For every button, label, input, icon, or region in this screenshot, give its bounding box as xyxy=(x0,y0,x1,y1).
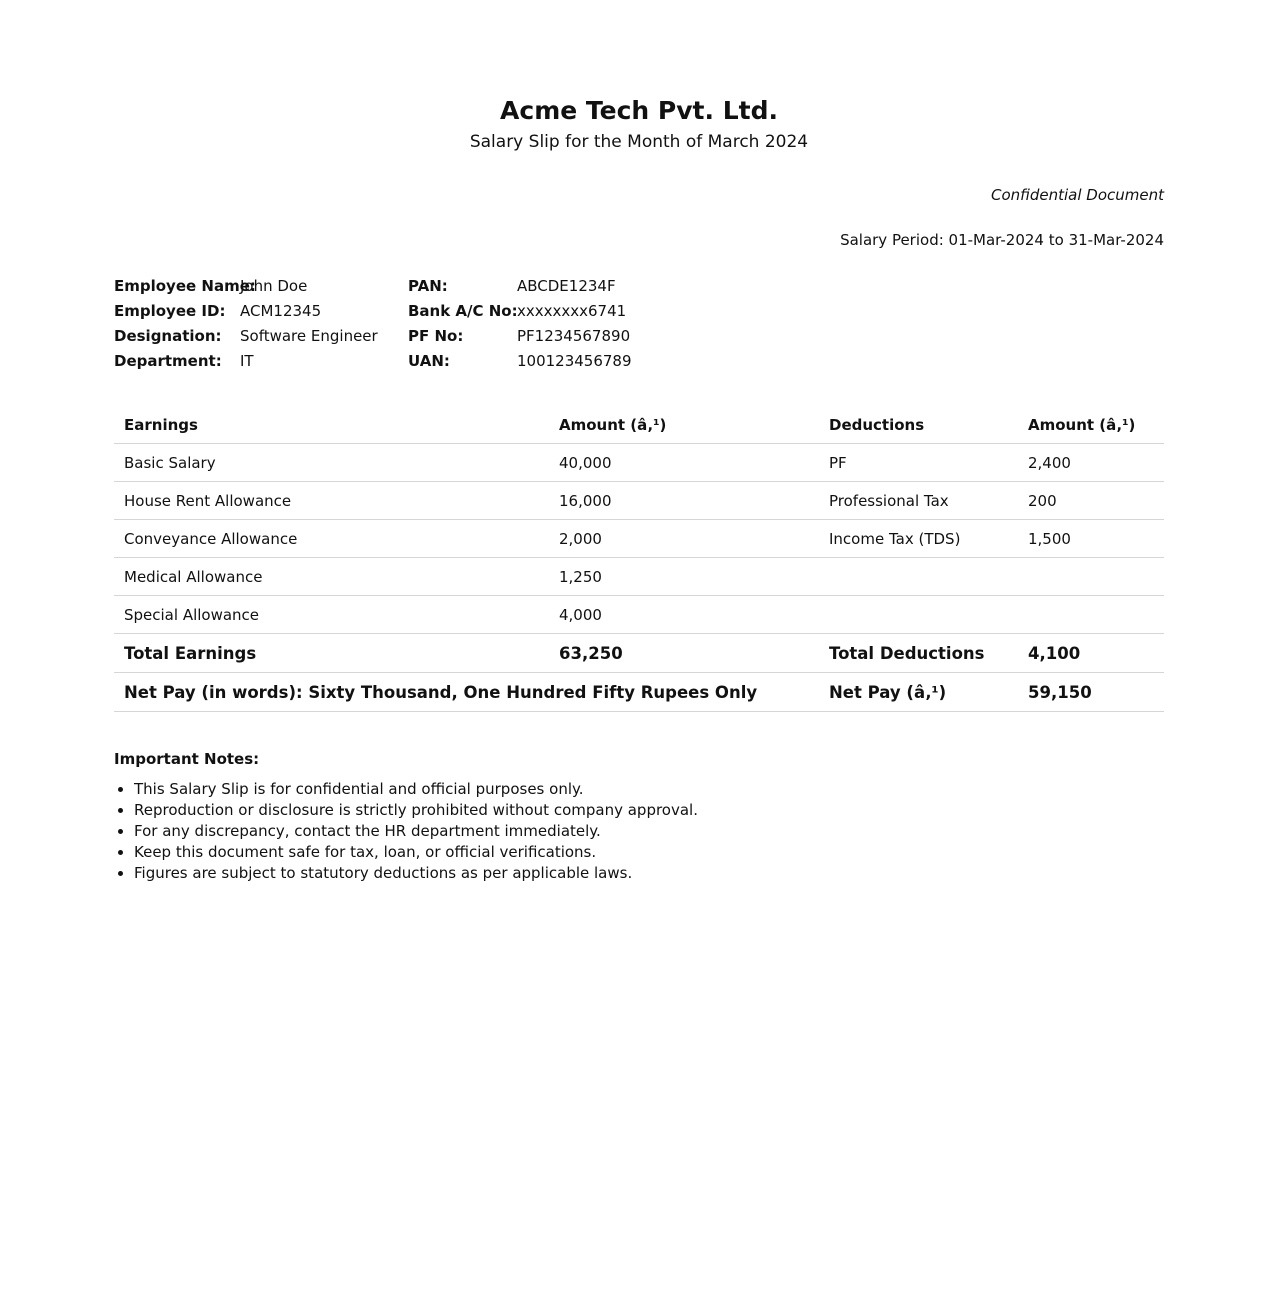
salary-period: Salary Period: 01-Mar-2024 to 31-Mar-2024 xyxy=(840,231,1164,249)
earning-name: House Rent Allowance xyxy=(114,482,549,520)
total-earnings-value: 63,250 xyxy=(549,634,819,673)
earning-amount: 16,000 xyxy=(549,482,819,520)
employee-info xyxy=(114,275,1164,372)
earning-amount: 2,000 xyxy=(549,520,819,558)
table-row xyxy=(114,520,1164,558)
salary-slip xyxy=(114,0,1164,884)
earnings-header: Earnings xyxy=(114,406,549,444)
list-item: • Keep this document safe for tax, loan, or official verifications. xyxy=(134,842,1164,863)
employee-info-left xyxy=(114,275,408,372)
department: IT xyxy=(240,352,254,370)
list-item: • This Salary Slip is for confidential and official purposes only. xyxy=(134,779,1164,800)
confidential-label: Confidential Document xyxy=(991,186,1164,204)
notes-list xyxy=(114,779,1164,884)
designation-label: Designation: xyxy=(114,327,222,345)
bank-account: xxxxxxxx6741 xyxy=(517,302,627,320)
employee-name-label: Employee Name: xyxy=(114,277,256,295)
earning-name: Medical Allowance xyxy=(114,558,549,596)
total-earnings-label: Total Earnings xyxy=(114,634,549,673)
deductions-header: Deductions xyxy=(819,406,1018,444)
deduction-name xyxy=(819,596,1018,634)
deduction-amount: 200 xyxy=(1018,482,1164,520)
employee-id-label: Employee ID: xyxy=(114,302,226,320)
earning-name: Basic Salary xyxy=(114,444,549,482)
employee-info-right xyxy=(408,275,677,372)
deduction-amount xyxy=(1018,596,1164,634)
net-pay-row xyxy=(114,673,1164,712)
deduction-amount xyxy=(1018,558,1164,596)
total-deductions-label: Total Deductions xyxy=(819,634,1018,673)
table-row xyxy=(114,444,1164,482)
pf-number-label: PF No: xyxy=(408,327,464,345)
totals-row xyxy=(114,634,1164,673)
earnings-amount-header: Amount (â‚¹) xyxy=(549,406,819,444)
total-deductions-value: 4,100 xyxy=(1018,634,1164,673)
earning-name: Conveyance Allowance xyxy=(114,520,549,558)
table-header-row xyxy=(114,406,1164,444)
list-item: • Reproduction or disclosure is strictly prohibited without company approval. xyxy=(134,800,1164,821)
deduction-name: PF xyxy=(819,444,1018,482)
uan-label: UAN: xyxy=(408,352,450,370)
deduction-amount: 2,400 xyxy=(1018,444,1164,482)
pan-label: PAN: xyxy=(408,277,448,295)
slip-header xyxy=(114,0,1164,155)
deduction-name: Income Tax (TDS) xyxy=(819,520,1018,558)
list-item: • For any discrepancy, contact the HR department immediately. xyxy=(134,821,1164,842)
net-pay-value: 59,150 xyxy=(1018,673,1164,712)
employee-name: John Doe xyxy=(240,277,308,295)
deductions-amount-header: Amount (â‚¹) xyxy=(1018,406,1164,444)
slip-subtitle: Salary Slip for the Month of March 2024 xyxy=(469,132,809,152)
employee-id: ACM12345 xyxy=(240,302,322,320)
pf-number: PF1234567890 xyxy=(517,327,631,345)
table-row xyxy=(114,482,1164,520)
deduction-name: Professional Tax xyxy=(819,482,1018,520)
deduction-amount: 1,500 xyxy=(1018,520,1164,558)
designation: Software Engineer xyxy=(240,327,378,345)
pan: ABCDE1234F xyxy=(517,277,616,295)
bank-account-label: Bank A/C No: xyxy=(408,302,518,320)
earning-amount: 40,000 xyxy=(549,444,819,482)
list-item: • Figures are subject to statutory deductions as per applicable laws. xyxy=(134,863,1164,884)
uan: 100123456789 xyxy=(517,352,632,370)
net-pay-label: Net Pay (â‚¹) xyxy=(819,673,1018,712)
earning-name: Special Allowance xyxy=(114,596,549,634)
department-label: Department: xyxy=(114,352,222,370)
company-name: Acme Tech Pvt. Ltd. xyxy=(500,96,778,125)
deduction-name xyxy=(819,558,1018,596)
earning-amount: 4,000 xyxy=(549,596,819,634)
net-pay-words: Net Pay (in words): Sixty Thousand, One Hundred Fifty Rupees Only xyxy=(114,673,819,712)
table-row xyxy=(114,558,1164,596)
salary-table xyxy=(114,406,1164,712)
table-row xyxy=(114,596,1164,634)
notes-title: Important Notes: xyxy=(114,750,260,768)
earning-amount: 1,250 xyxy=(549,558,819,596)
